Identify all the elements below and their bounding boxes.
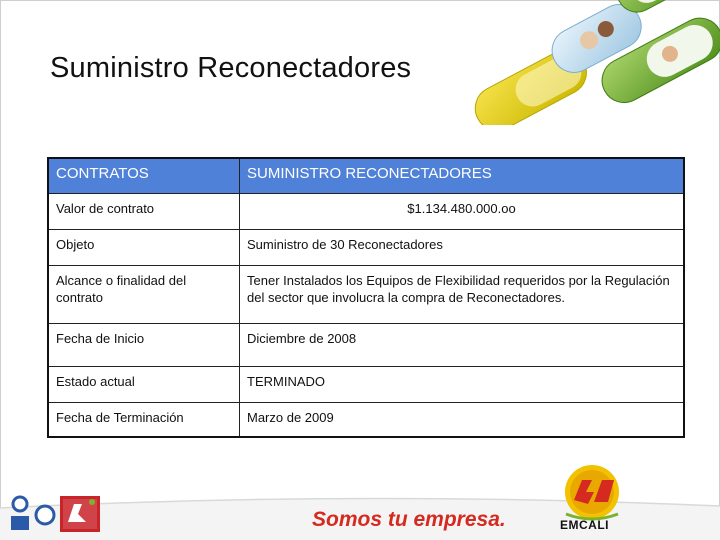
table-header-row (48, 158, 684, 193)
header-pills-decoration-icon (470, 0, 720, 125)
row-value-cell (240, 366, 685, 402)
row-label-cell (48, 402, 240, 437)
row-value-cell (240, 402, 685, 437)
row-value-cell (240, 265, 685, 323)
row-value-cell (240, 323, 685, 366)
row-value: Tener Instalados los Equipos de Flexibilidad requeridos por la Regulación del sector que involucra la compra de Reconectadores. (247, 272, 670, 305)
footer-slogan: Somos tu empresa. (312, 508, 506, 531)
emcali-logo-text: EMCALI (560, 518, 609, 532)
row-value-cell (240, 229, 685, 265)
row-label: Valor de contrato (56, 200, 155, 216)
header-cell-suministro (240, 158, 685, 193)
contract-table (47, 157, 685, 438)
row-label: Estado actual (56, 373, 135, 389)
table-row (48, 366, 684, 402)
row-label-cell (48, 323, 240, 366)
row-label-cell (48, 265, 240, 323)
table-row (48, 193, 684, 229)
certification-badges-icon (8, 490, 108, 536)
row-label: Fecha de Terminación (56, 409, 184, 425)
row-label-cell (48, 193, 240, 229)
header-cell-contratos (48, 158, 240, 193)
table-row (48, 229, 684, 265)
header-label-col1: CONTRATOS (56, 165, 149, 182)
page-title: Suministro Reconectadores (50, 52, 412, 84)
row-value: Suministro de 30 Reconectadores (247, 236, 443, 252)
row-value: Marzo de 2009 (247, 409, 334, 425)
row-label: Objeto (56, 236, 95, 252)
row-label: Alcance o finalidad del contrato (56, 272, 187, 305)
row-value-cell (240, 193, 685, 229)
row-value: Diciembre de 2008 (247, 330, 357, 346)
table-row (48, 402, 684, 437)
row-label-cell (48, 366, 240, 402)
row-label: Fecha de Inicio (56, 330, 145, 346)
table-row (48, 323, 684, 366)
table-row (48, 265, 684, 323)
row-value: $1.134.480.000.oo (407, 200, 516, 216)
row-label-cell (48, 229, 240, 265)
row-value: TERMINADO (247, 373, 325, 389)
header-label-col2: SUMINISTRO RECONECTADORES (247, 165, 492, 182)
